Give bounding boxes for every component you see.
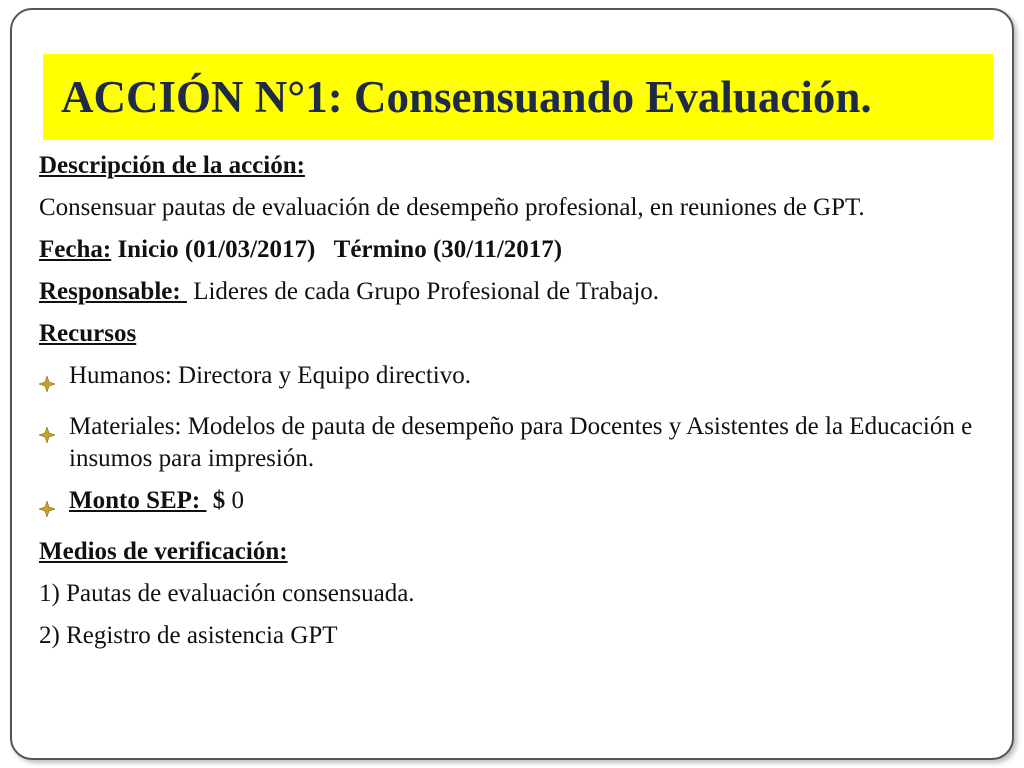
recursos-heading: Recursos <box>39 320 137 347</box>
materiales-text: Materiales: Modelos de pauta de desempeño para Docentes y Asistentes de la Educación e insumos para impresión. <box>69 413 973 472</box>
medios-item-2: 2) Registro de asistencia GPT <box>39 622 338 649</box>
responsable-label: Responsable: <box>39 278 187 305</box>
humanos-text: Humanos: Directora y Equipo directivo. <box>69 362 471 389</box>
monto-line <box>69 485 999 517</box>
fecha-line <box>39 234 999 266</box>
descripcion-heading: Descripción de la acción: <box>39 152 305 179</box>
fecha-label: Fecha: <box>39 236 112 263</box>
monto-label: Monto SEP: <box>69 487 207 514</box>
diamond-bullet-icon <box>39 411 69 452</box>
bullet-materiales <box>39 411 999 475</box>
medios-heading: Medios de verificación: <box>39 538 288 565</box>
medios-item-1: 1) Pautas de evaluación consensuada. <box>39 580 415 607</box>
title-banner <box>43 54 993 140</box>
bullet-humanos <box>39 360 999 401</box>
descripcion-text: Consensuar pautas de evaluación de desempeño profesional, en reuniones de GPT. <box>39 194 865 221</box>
responsable-line <box>39 276 999 308</box>
slide-content <box>39 150 999 652</box>
slide-title: ACCIÓN N°1: Consensuando Evaluación. <box>61 72 872 122</box>
diamond-bullet-icon <box>39 485 69 526</box>
monto-currency: $ <box>206 487 226 514</box>
fecha-value: Inicio (01/03/2017) Término (30/11/2017) <box>111 236 563 263</box>
responsable-value: Lideres de cada Grupo Profesional de Trabajo. <box>186 278 660 305</box>
bullet-monto <box>39 485 999 526</box>
diamond-bullet-icon <box>39 360 69 401</box>
monto-value: 0 <box>225 487 244 514</box>
